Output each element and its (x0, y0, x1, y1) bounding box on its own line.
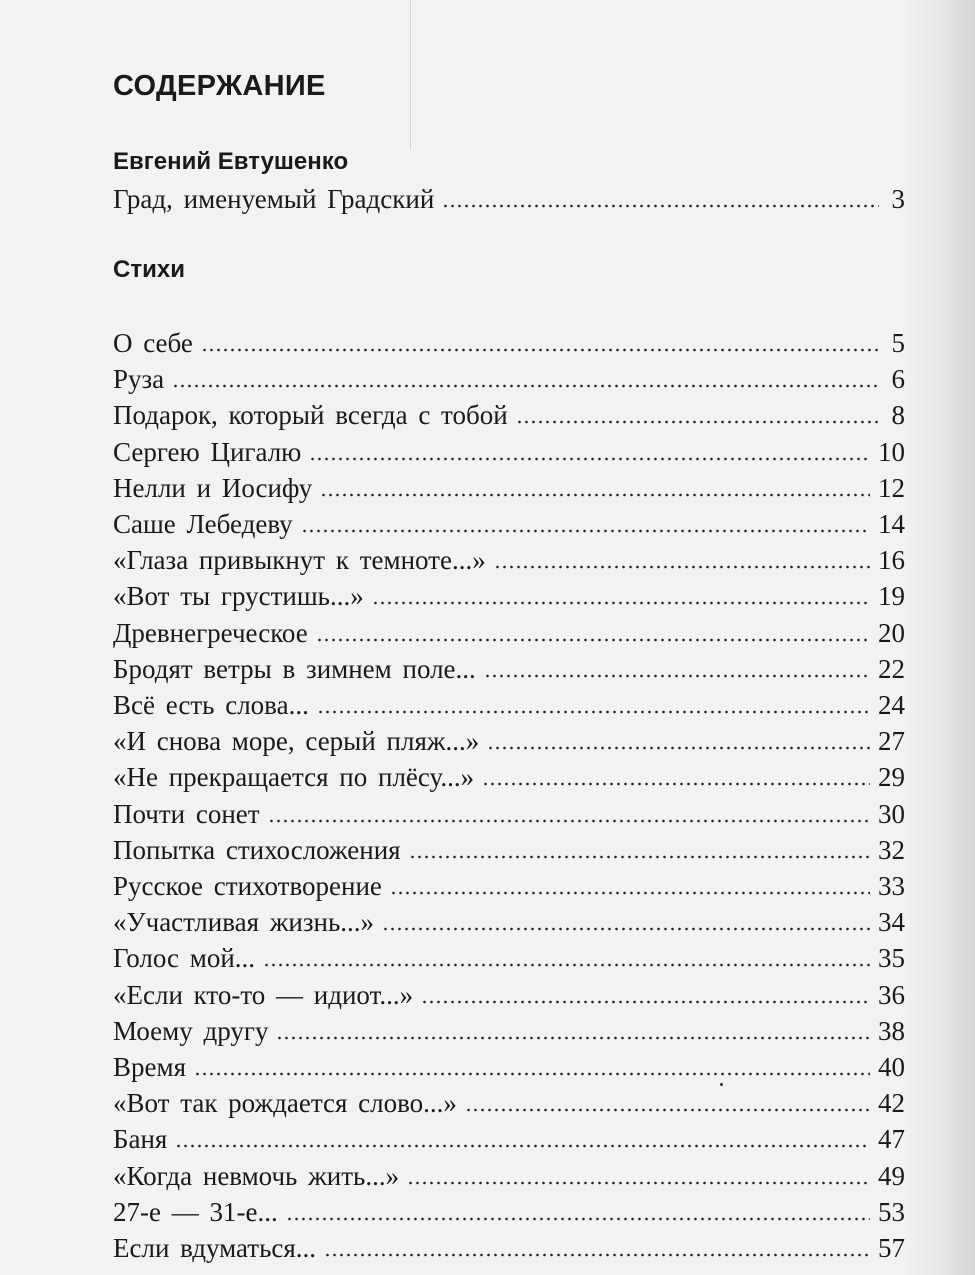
dot-leader (286, 1217, 870, 1221)
toc-entry (113, 941, 905, 975)
dot-leader (175, 1144, 870, 1148)
dot-leader (194, 1072, 870, 1076)
toc-entry-page: 35 (878, 943, 905, 974)
dot-leader (172, 384, 879, 388)
toc-entry-page: 29 (878, 762, 905, 793)
toc-entry (113, 652, 905, 686)
toc-entry-page: 40 (878, 1052, 905, 1082)
toc-entry-page: 53 (878, 1196, 905, 1227)
toc-heading: СОДЕРЖАНИЕ (113, 70, 326, 102)
toc-entry (113, 1014, 905, 1048)
author-name: Евгений Евтушенко (113, 148, 349, 175)
toc-entry (113, 833, 905, 867)
toc-entry-page: 34 (878, 907, 905, 938)
toc-entry (113, 1086, 905, 1120)
toc-entry-page: 19 (878, 581, 905, 612)
dot-leader (421, 1000, 870, 1004)
toc-entry-title: «Вот ты грустишь...» (113, 581, 364, 612)
toc-entry (113, 1195, 905, 1229)
toc-entry (113, 1122, 905, 1156)
print-speck (720, 1083, 723, 1086)
toc-entry-title: Моему другу (113, 1015, 269, 1046)
toc-entry-page: 14 (878, 509, 905, 539)
toc-entry-page: 32 (878, 834, 905, 865)
toc-entry-page: 20 (878, 617, 905, 648)
dot-leader (382, 927, 870, 931)
toc-entry-page: 49 (878, 1160, 905, 1191)
dot-leader (316, 638, 870, 642)
toc-entry (113, 1050, 905, 1084)
toc-entry (113, 616, 905, 650)
toc-entry-title: Сергею Цигалю (113, 436, 302, 467)
toc-entry-title: «Если кто-то — идиот...» (113, 979, 414, 1010)
toc-entry (113, 797, 905, 831)
toc-entry (113, 543, 905, 577)
dot-leader (516, 420, 879, 424)
toc-entry-title: Попытка стихосложения (113, 834, 401, 865)
dot-leader (442, 204, 879, 208)
toc-entry-title: Град, именуемый Градский (113, 184, 435, 214)
toc-entry-page: 22 (878, 653, 905, 684)
toc-entry-title: «Участливая жизнь...» (113, 907, 375, 938)
toc-entry-page: 3 (891, 184, 905, 214)
toc-entry (113, 869, 905, 903)
toc-entry (113, 688, 905, 722)
dot-leader (320, 493, 870, 497)
toc-entry-page: 42 (878, 1088, 905, 1119)
dot-leader (276, 1036, 870, 1040)
toc-entry (113, 1231, 905, 1265)
dot-leader (324, 1253, 870, 1257)
toc-entry (113, 1159, 905, 1193)
dot-leader (263, 963, 870, 967)
dot-leader (407, 1181, 870, 1185)
toc-entry-title: Голос мой... (113, 943, 256, 974)
toc-entry (113, 905, 905, 939)
toc-entry-title: Подарок, который всегда с тобой (113, 400, 508, 431)
toc-entry-page: 8 (891, 400, 905, 431)
toc-entry-title: Руза (113, 364, 165, 395)
page-fold-line (410, 0, 411, 150)
section-heading: Стихи (113, 256, 185, 283)
dot-leader (484, 674, 870, 678)
toc-entry-title: Бродят ветры в зимнем поле... (113, 653, 476, 684)
dot-leader (465, 1108, 870, 1112)
toc-entry-page: 33 (878, 871, 905, 901)
dot-leader (482, 782, 870, 786)
toc-entry (113, 326, 905, 360)
dot-leader (494, 565, 870, 569)
toc-entry-page: 38 (878, 1015, 905, 1046)
dot-leader (409, 855, 870, 859)
toc-entry-title: «Не прекращается по плёсу...» (113, 762, 475, 793)
toc-entry-title: О себе (113, 328, 193, 358)
dot-leader (301, 529, 870, 533)
toc-entry-title: «Глаза привыкнут к темноте...» (113, 545, 486, 576)
dot-leader (372, 601, 870, 605)
toc-entry-page: 16 (878, 545, 905, 576)
toc-entry (113, 579, 905, 613)
dot-leader (317, 710, 870, 714)
toc-entry-title: Почти сонет (113, 798, 260, 829)
toc-entry-title: «И снова море, серый пляж...» (113, 726, 480, 757)
dot-leader (268, 819, 870, 823)
toc-entry-title: Всё есть слова... (113, 690, 309, 720)
toc-entry-page: 10 (878, 436, 905, 467)
toc-entry (113, 362, 905, 396)
toc-entry-title: Русское стихотворение (113, 871, 382, 901)
toc-entry (113, 724, 905, 758)
dot-leader (487, 746, 870, 750)
toc-entry-page: 30 (878, 798, 905, 829)
toc-entry-page: 27 (878, 726, 905, 757)
toc-entry (113, 435, 905, 469)
toc-entry-page: 24 (878, 690, 905, 720)
dot-leader (309, 457, 870, 461)
toc-entry-title: «Когда невмочь жить...» (113, 1160, 400, 1191)
toc-entry-page: 5 (891, 328, 905, 358)
toc-entry (113, 507, 905, 541)
toc-entry-title: Древнегреческое (113, 617, 308, 648)
toc-entry-page: 57 (878, 1233, 905, 1263)
toc-entry-title: Баня (113, 1124, 168, 1155)
toc-entry-title: 27-е — 31-е... (113, 1196, 278, 1227)
toc-entry-title: Если вдуматься... (113, 1233, 317, 1263)
dot-leader (390, 891, 870, 895)
toc-entry-page: 6 (891, 364, 905, 395)
toc-entry-title: Время (113, 1052, 186, 1082)
toc-entry-title: «Вот так рождается слово...» (113, 1088, 457, 1119)
toc-entry-page: 36 (878, 979, 905, 1010)
toc-entry (113, 471, 905, 505)
toc-entry (113, 398, 905, 432)
page-edge-shadow (905, 0, 975, 1275)
dot-leader (201, 348, 879, 352)
toc-entry (113, 760, 905, 794)
toc-entry-page: 12 (878, 472, 905, 503)
toc-entry-page: 47 (878, 1124, 905, 1155)
toc-entry-title: Нелли и Иосифу (113, 472, 313, 503)
toc-entry (113, 978, 905, 1012)
toc-entry-title: Саше Лебедеву (113, 509, 293, 539)
toc-entry-intro (113, 182, 905, 216)
